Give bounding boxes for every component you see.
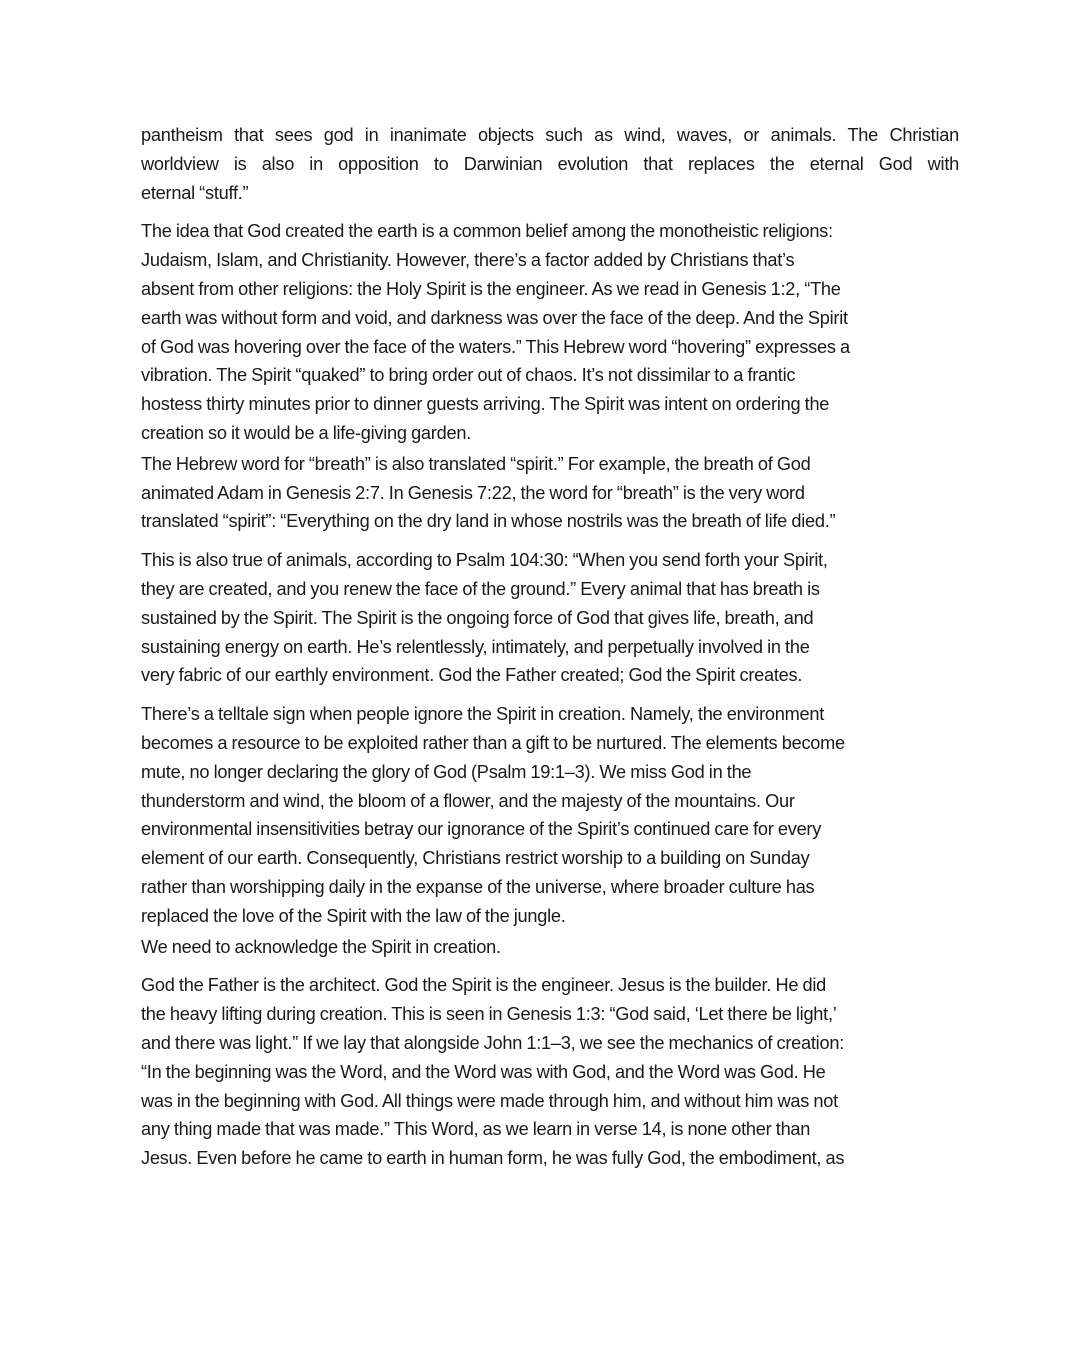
text-line: absent from other religions: the Holy Spirit is the engineer. As we read in Genesis 1:2, “The <box>141 278 841 299</box>
text-line: earth was without form and void, and darkness was over the face of the deep. And the Spirit <box>141 307 848 328</box>
text-line: vibration. The Spirit “quaked” to bring order out of chaos. It’s not dissimilar to a frantic <box>141 365 796 386</box>
text-line: becomes a resource to be exploited rather than a gift to be nurtured. The elements become <box>141 732 845 753</box>
text-line: they are created, and you renew the face of the ground.” Every animal that has breath is <box>141 578 820 599</box>
text-line: rather than worshipping daily in the expanse of the universe, where broader culture has <box>141 876 815 897</box>
text-line: animated Adam in Genesis 2:7. In Genesis 7:22, the word for “breath” is the very word <box>141 482 805 503</box>
document-body <box>141 121 959 1173</box>
paragraph <box>141 121 959 207</box>
text-line: and there was light.” If we lay that alongside John 1:1–3, we see the mechanics of creation: <box>141 1032 844 1053</box>
text-line: pantheism that sees god in inanimate objects such as wind, waves, or animals. The Christian <box>141 125 959 145</box>
text-line: “In the beginning was the Word, and the Word was with God, and the Word was God. He <box>141 1061 826 1082</box>
paragraph <box>141 933 959 962</box>
text-line: any thing made that was made.” This Word, as we learn in verse 14, is none other than <box>141 1119 811 1140</box>
text-line: hostess thirty minutes prior to dinner guests arriving. The Spirit was intent on ordering the <box>141 394 830 415</box>
text-line: eternal “stuff.” <box>141 182 249 203</box>
text-line: environmental insensitivities betray our ignorance of the Spirit’s continued care for every <box>141 819 822 840</box>
text-line: worldview is also in opposition to Darwinian evolution that replaces the eternal God with <box>141 153 959 174</box>
text-line: of God was hovering over the face of the waters.” This Hebrew word “hovering” expresses a <box>141 336 850 357</box>
text-line: We need to acknowledge the Spirit in creation. <box>141 936 501 957</box>
text-line: mute, no longer declaring the glory of God (Psalm 19:1–3). We miss God in the <box>141 761 752 782</box>
text-line: very fabric of our earthly environment. God the Father created; God the Spirit creates. <box>141 665 803 686</box>
text-line: translated “spirit”: “Everything on the dry land in whose nostrils was the breath of life died.” <box>141 511 836 532</box>
text-line: replaced the love of the Spirit with the law of the jungle. <box>141 905 566 926</box>
paragraph <box>141 546 959 690</box>
paragraph <box>141 217 959 447</box>
text-line: sustained by the Spirit. The Spirit is the ongoing force of God that gives life, breath, and <box>141 607 814 628</box>
paragraph <box>141 971 959 1173</box>
text-line: There’s a telltale sign when people ignore the Spirit in creation. Namely, the environment <box>141 704 825 725</box>
paragraph <box>141 450 959 536</box>
text-line: Jesus. Even before he came to earth in human form, he was fully God, the embodiment, as <box>141 1148 845 1169</box>
text-line: This is also true of animals, according to Psalm 104:30: “When you send forth your Spirit, <box>141 550 828 571</box>
paragraph <box>141 700 959 930</box>
text-line: creation so it would be a life-giving garden. <box>141 422 472 443</box>
text-line: God the Father is the architect. God the Spirit is the engineer. Jesus is the builder. He did <box>141 975 827 996</box>
text-line: The Hebrew word for “breath” is also translated “spirit.” For example, the breath of God <box>141 453 811 474</box>
text-line: thunderstorm and wind, the bloom of a flower, and the majesty of the mountains. Our <box>141 790 795 811</box>
text-line: was in the beginning with God. All things were made through him, and without him was not <box>141 1090 838 1111</box>
text-line: element of our earth. Consequently, Christians restrict worship to a building on Sunday <box>141 848 810 869</box>
text-line: The idea that God created the earth is a common belief among the monotheistic religions: <box>141 221 833 242</box>
text-line: sustaining energy on earth. He’s relentlessly, intimately, and perpetually involved in the <box>141 636 810 657</box>
text-line: Judaism, Islam, and Christianity. However, there’s a factor added by Christians that’s <box>141 250 795 271</box>
text-line: the heavy lifting during creation. This is seen in Genesis 1:3: “God said, ‘Let there be light,’ <box>141 1004 837 1025</box>
